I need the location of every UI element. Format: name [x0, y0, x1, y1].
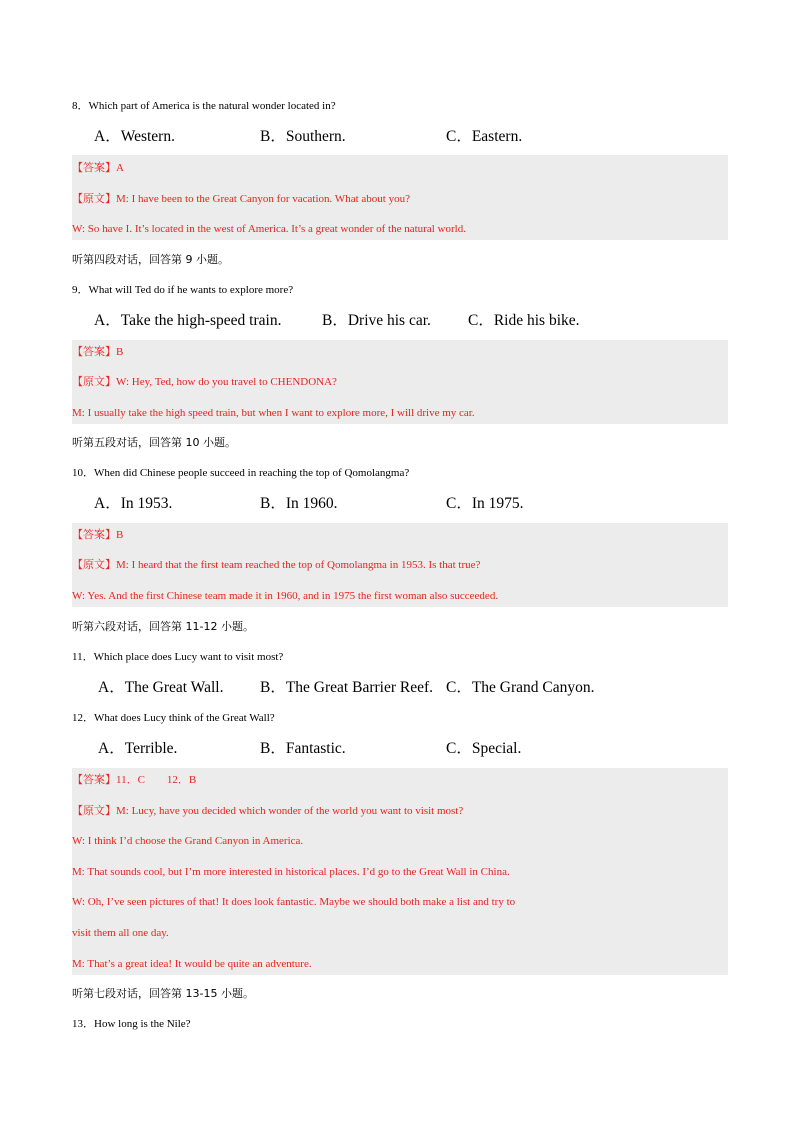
answer-10: 【答案】B: [72, 529, 124, 541]
question-10: 10．When did Chinese people succeed in reaching the top of Qomolangma?: [72, 467, 410, 479]
option-a: A．In 1953.: [94, 495, 173, 512]
transcript-line: 【原文】M: I have been to the Great Canyon for vacation. What about you?: [72, 193, 410, 205]
transcript-line: 【原文】W: Hey, Ted, how do you travel to CHENDONA?: [72, 376, 337, 388]
transcript-line: W: Yes. And the first Chinese team made it in 1960, and in 1975 the first woman also succeeded.: [72, 590, 499, 602]
option-c: C．Eastern.: [446, 128, 523, 145]
option-a: A．Western.: [94, 128, 175, 145]
transcript-line: 【原文】M: I heard that the first team reached the top of Qomolangma in 1953. Is that true?: [72, 559, 481, 571]
option-c: C．Special.: [446, 740, 522, 757]
option-c: C．The Grand Canyon.: [446, 679, 595, 696]
transcript-line: W: Oh, I’ve seen pictures of that! It does look fantastic. Maybe we should both make a list and try to: [72, 896, 516, 908]
answer-8: 【答案】A: [72, 162, 124, 174]
option-b: B．Southern.: [260, 128, 346, 145]
question-13: 13．How long is the Nile?: [72, 1018, 191, 1030]
option-c: C．In 1975.: [446, 495, 524, 512]
question-11: 11．Which place does Lucy want to visit most?: [72, 651, 284, 663]
answer-11-12: 【答案】11．C 12．B: [72, 774, 197, 786]
transcript-line: M: That sounds cool, but I’m more interested in historical places. I’d go to the Great Wall in China.: [72, 866, 510, 878]
transcript-line: visit them all one day.: [72, 927, 169, 939]
option-b: B．Fantastic.: [260, 740, 346, 757]
section-heading-7: 听第七段对话，回答第 13-15 小题。: [72, 987, 254, 1000]
transcript-line: M: I usually take the high speed train, but when I want to explore more, I will drive my car.: [72, 407, 475, 419]
option-a: A．The Great Wall.: [98, 679, 224, 696]
transcript-line: W: I think I’d choose the Grand Canyon in America.: [72, 835, 304, 847]
option-c: C．Ride his bike.: [468, 312, 580, 329]
answer-9: 【答案】B: [72, 346, 124, 358]
option-b: B．The Great Barrier Reef.: [260, 679, 434, 696]
question-8: 8．Which part of America is the natural wonder located in?: [72, 100, 336, 112]
transcript-line: M: That’s a great idea! It would be quite an adventure.: [72, 958, 312, 970]
question-9: 9．What will Ted do if he wants to explore more?: [72, 284, 294, 296]
question-12: 12．What does Lucy think of the Great Wall?: [72, 712, 275, 724]
option-b: B．Drive his car.: [322, 312, 431, 329]
option-b: B．In 1960.: [260, 495, 338, 512]
section-heading-5: 听第五段对话，回答第 10 小题。: [72, 436, 236, 449]
transcript-line: W: So have I. It’s located in the west of America. It’s a great wonder of the natural world.: [72, 223, 466, 235]
option-a: A．Terrible.: [98, 740, 178, 757]
section-heading-4: 听第四段对话，回答第 9 小题。: [72, 253, 229, 266]
section-heading-6: 听第六段对话，回答第 11-12 小题。: [72, 620, 254, 633]
option-a: A．Take the high-speed train.: [94, 312, 282, 329]
transcript-line: 【原文】M: Lucy, have you decided which wonder of the world you want to visit most?: [72, 805, 464, 817]
